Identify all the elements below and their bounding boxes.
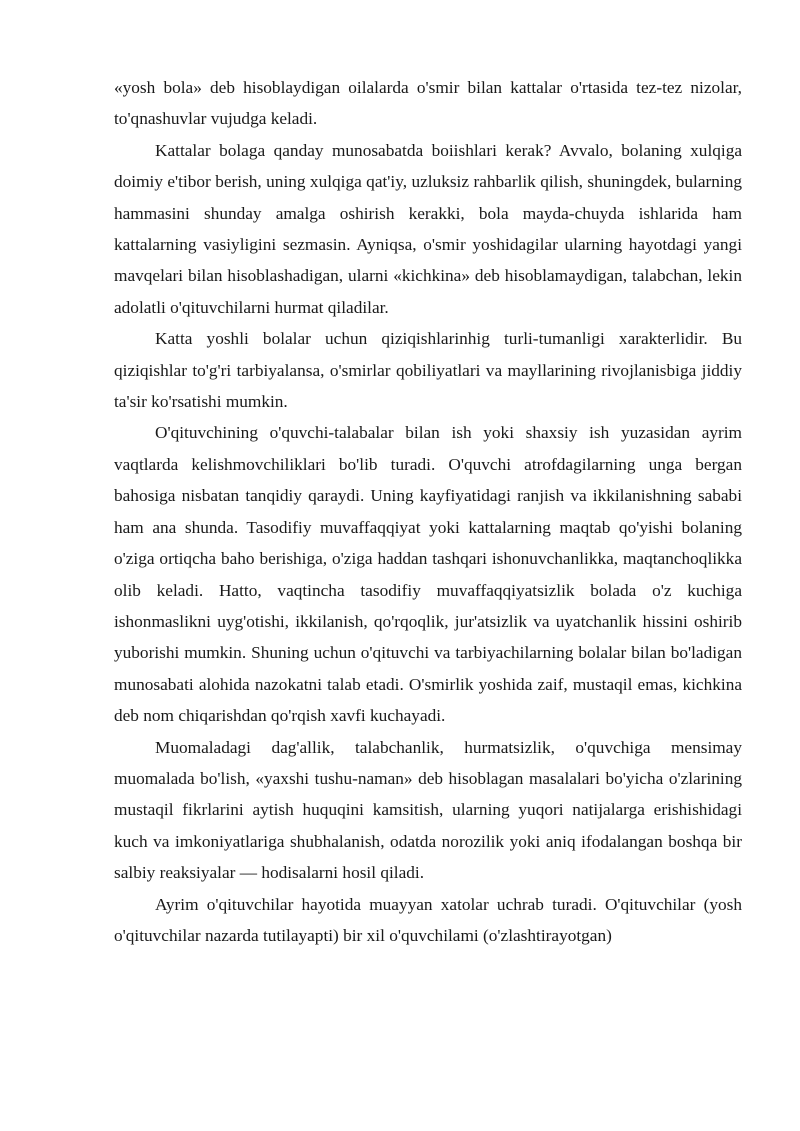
document-page [114, 72, 742, 951]
paragraph: O'qituvchining o'quvchi-talabalar bilan ish yoki shaxsiy ish yuzasidan ayrim vaqtlarda kelishmovchiliklari bo'lib turadi. O'quvchi atrofdagilarning unga bergan bahosiga nisbatan tanqidiy qaraydi. Uning kayfiyatidagi ranjish va ikkilanishning sababi ham ana shunda. Tasodifiy muvaffaqqiyat yoki kattalarning maqtab qo'yishi bolaning o'ziga ortiqcha baho berishiga, o'ziga haddan tashqari ishonuvchanlikka, maqtanchoqlikka olib keladi. Hatto, vaqtincha tasodifiy muvaffaqqiyatsizlik bolada o'z kuchiga ishonmaslikni uyg'otishi, ikkilanish, qo'rqoqlik, jur'atsizlik va uyatchanlik hissini oshirib yuborishi mumkin. Shuning uchun o'qituvchi va tarbiyachilarning bolalar bilan bo'ladigan munosabati alohida nazokatni talab etadi. O'smirlik yoshida zaif, mustaqil emas, kichkina deb nom chiqarishdan qo'rqish xavfi kuchayadi. [114, 423, 742, 726]
paragraph: Muomaladagi dag'allik, talabchanlik, hurmatsizlik, o'quvchiga mensimay muomalada bo'lish, «yaxshi tushu-naman» deb hisoblagan masalalari bo'yicha o'zlarining mustaqil fikrlarini aytish huquqini kamsitish, ularning yuqori natijalarga erishishidagi kuch va imkoniyatlariga shubhalanish, odatda norozilik yoki aniq ifodalangan boshqa bir salbiy reaksiyalar — hodisalarni hosil qiladi. [114, 737, 742, 883]
paragraph: Kattalar bolaga qanday munosabatda boiishlari kerak? Avvalo, bolaning xulqiga doimiy e'tibor berish, uning xulqiga qat'iy, uzluksiz rahbarlik qilish, shuningdek, bularning hammasini shunday amalga oshirish kerakki, bola mayda-chuyda ishlarida ham kattalarning vasiyligini sezmasin. Ayniqsa, o'smir yoshidagilar ularning hayotdagi yangi mavqelari bilan hisoblashadigan, ularni «kichkina» deb hisoblamaydigan, talabchan, lekin adolatli o'qituvchilarni hurmat qiladilar. [114, 140, 742, 317]
paragraph-continuation: «yosh bola» deb hisoblaydigan oilalarda o'smir bilan kattalar o'rtasida tez-tez nizolar, to'qnashuvlar vujudga keladi. [114, 78, 742, 129]
paragraph-last: Ayrim o'qituvchilar hayotida muayyan xatolar uchrab turadi. O'qituvchilar (yosh o'qituvchilar nazarda tutilayapti) bir xil o'quvchilami (o'zlashtirayotgan) [114, 894, 742, 945]
paragraph: Katta yoshli bolalar uchun qiziqishlarinhig turli-tumanligi xarakterlidir. Bu qiziqishlar to'g'ri tarbiyalansa, o'smirlar qobiliyatlari va mayllarining rivojlanisbiga jiddiy ta'sir ko'rsatishi mumkin. [114, 329, 742, 412]
